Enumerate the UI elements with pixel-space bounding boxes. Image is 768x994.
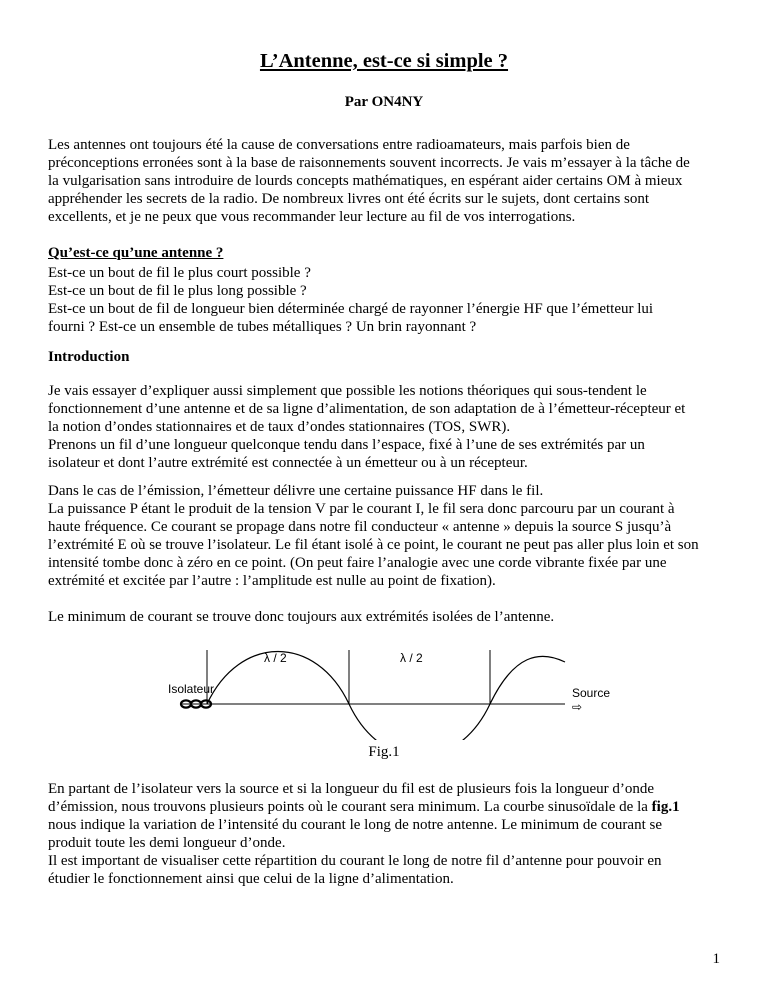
text-line: fonctionnement d’une antenne et de sa ligne d’alimentation, de son adaptation de à l’émetteur-récepteur et: [48, 401, 686, 417]
text-line: [48, 870, 738, 888]
text-line: Je vais essayer d’expliquer aussi simplement que possible les notions théoriques qui sous-tendent le: [48, 383, 647, 399]
text-line: préconceptions erronées sont à la base de raisonnements souvent incorrects. Je vais m’essayer à la tâche de: [48, 155, 690, 171]
text-line: La puissance P étant le produit de la tension V par le courant I, le fil sera donc parcouru par un courant à: [48, 501, 675, 517]
text-line: la vulgarisation sans introduire de lourds concepts mathématiques, en espérant aider certains OM à mieux: [48, 173, 683, 189]
text-line: Dans le cas de l’émission, l’émetteur délivre une certaine puissance HF dans le fil.: [48, 483, 544, 499]
text-line: intensité tombe donc à zéro en ce point. (On peut faire l’analogie avec une corde vibrante fixée par une: [48, 555, 667, 571]
text-line: excellents, et je ne peux que vous recommander leur lecture au fil de vos interrogations.: [48, 209, 576, 225]
page-title: L’Antenne, est-ce si simple ?: [259, 50, 509, 72]
text-line: appréhender les secrets de la radio. De nombreux livres ont été écrits sur le sujets, dont certains sont: [48, 191, 650, 207]
text-span: nous indique la variation de l’intensité du courant le long de notre antenne. Le minimum de courant se: [48, 817, 662, 833]
text-line: Prenons un fil d’une longueur quelconque tendu dans l’espace, fixé à l’une de ses extrémités par un: [48, 437, 645, 453]
isolateur-label: Isolateur: [168, 682, 215, 696]
fig-reference: fig.1: [651, 799, 680, 815]
text-line: Les antennes ont toujours été la cause de conversations entre radioamateurs, mais parfois bien de: [48, 137, 630, 153]
text-line: Est-ce un bout de fil de longueur bien déterminée chargé de rayonner l’énergie HF que l’émetteur lui: [48, 301, 654, 317]
figure-caption: Fig.1: [368, 744, 400, 760]
paragraph-4: [48, 608, 738, 626]
text-span: étudier le fonctionnement ainsi que celui de la ligne d’alimentation.: [48, 871, 454, 887]
text-span: produit toute les demi longueur d’onde.: [48, 835, 286, 851]
text-line: la notion d’ondes stationnaires et de taux d’ondes stationnaires (TOS, SWR).: [48, 419, 511, 435]
text-line: [48, 816, 738, 834]
arrow-right-icon: ⇨: [572, 700, 583, 714]
text-line: haute fréquence. Ce courant se propage dans notre fil conducteur « antenne » depuis la source S jusqu’à: [48, 519, 672, 535]
text-line: Est-ce un bout de fil le plus long possible ?: [48, 283, 307, 299]
section-heading-antenne: Qu’est-ce qu’une antenne ?: [48, 245, 224, 261]
text-line: isolateur et dont l’autre extrémité est connectée à un émetteur ou à un récepteur.: [48, 455, 528, 471]
text-line: [48, 780, 738, 798]
text-span: En partant de l’isolateur vers la source et si la longueur du fil est de plusieurs fois la longueur d’onde: [48, 781, 655, 797]
text-span: Il est important de visualiser cette répartition du courant le long de notre fil d’antenne pour pouvoir en: [48, 853, 662, 869]
intro-paragraph: [48, 136, 738, 226]
text-line: extrémité et excitée par l’autre : l’amplitude est nulle au point de fixation).: [48, 573, 496, 589]
text-line: [48, 834, 738, 852]
text-span: d’émission, nous trouvons plusieurs points où le courant sera minimum. La courbe sinusoïdale de la: [48, 799, 652, 815]
source-label: Source: [572, 686, 611, 700]
page-number: 1: [712, 951, 720, 967]
paragraph-1: [48, 382, 738, 436]
text-line: [48, 798, 738, 816]
paragraph-2: [48, 436, 738, 472]
text-line: [48, 852, 738, 870]
text-line: fourni ? Est-ce un ensemble de tubes métalliques ? Un brin rayonnant ?: [48, 319, 477, 335]
text-line: Est-ce un bout de fil le plus court possible ?: [48, 265, 311, 281]
figure-1-diagram: [160, 640, 620, 740]
text-line: l’extrémité E où se trouve l’isolateur. Le fil étant isolé à ce point, le courant ne peut pas aller plus loin et son: [48, 537, 699, 553]
text-line: Le minimum de courant se trouve donc toujours aux extrémités isolées de l’antenne.: [48, 609, 555, 625]
lambda-half-label-1: λ / 2: [264, 651, 287, 665]
lambda-half-label-2: λ / 2: [400, 651, 423, 665]
section-heading-introduction: Introduction: [48, 349, 130, 365]
paragraph-3: [48, 482, 738, 590]
author-line: Par ON4NY: [344, 94, 424, 110]
section1-paragraph: [48, 264, 738, 336]
paragraph-5: [48, 780, 738, 888]
current-sine-curve: [207, 652, 565, 741]
